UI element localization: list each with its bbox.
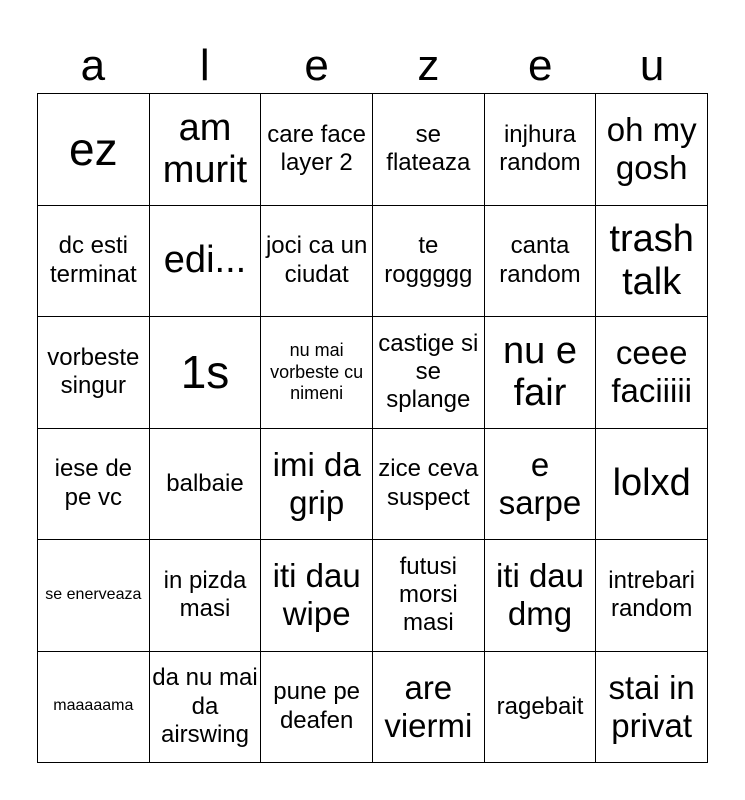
bingo-cell[interactable] (261, 652, 373, 764)
bingo-cell[interactable] (38, 317, 150, 429)
bingo-cell[interactable] (150, 540, 262, 652)
cell-text: futusi morsi masi (398, 552, 458, 637)
cell-text: te roggggg (384, 232, 473, 288)
cell-text: edi... (163, 239, 247, 282)
cell-text: vorbeste singur (47, 343, 140, 400)
bingo-cell[interactable] (261, 206, 373, 318)
bingo-cell[interactable] (38, 206, 150, 318)
cell-text: iti dau dmg (495, 557, 585, 633)
bingo-cell[interactable] (596, 317, 708, 429)
bingo-cell[interactable] (261, 317, 373, 429)
bingo-cell[interactable] (485, 317, 597, 429)
bingo-cell[interactable] (150, 206, 262, 318)
cell-text: oh my gosh (606, 111, 697, 187)
bingo-cell[interactable] (373, 94, 485, 206)
bingo-cell[interactable] (485, 540, 597, 652)
cell-text: balbaie (166, 469, 244, 497)
bingo-cell[interactable] (373, 652, 485, 764)
cell-text: are viermi (384, 668, 473, 744)
bingo-cell[interactable] (485, 652, 597, 764)
cell-text: nu e fair (503, 329, 577, 415)
cell-text: maaaaama (53, 697, 134, 715)
bingo-cell[interactable] (485, 206, 597, 318)
bingo-board (37, 93, 708, 763)
cell-text: am murit (162, 106, 248, 192)
bingo-cell[interactable] (261, 94, 373, 206)
cell-text: da nu mai da airswing (152, 664, 258, 748)
cell-text: castige si se splange (378, 329, 479, 414)
cell-text: trash talk (609, 218, 694, 303)
cell-text: lolxd (612, 462, 691, 505)
header-letter: a (80, 41, 106, 90)
bingo-cell[interactable] (485, 94, 597, 206)
cell-text: dc esti terminat (49, 232, 137, 288)
cell-text: iese de pe vc (54, 455, 133, 511)
bingo-cell[interactable] (150, 652, 262, 764)
cell-text: ceee faciiiii (611, 334, 692, 410)
cell-text: ragebait (496, 692, 584, 720)
cell-text: e sarpe (498, 445, 582, 521)
cell-text: injhura random (499, 120, 581, 177)
cell-text: joci ca un ciudat (265, 232, 368, 288)
cell-text: ez (69, 123, 118, 176)
bingo-cell[interactable] (373, 540, 485, 652)
cell-text: canta random (499, 232, 581, 288)
header-letter: l (199, 41, 210, 90)
header-letter: z (417, 41, 440, 90)
bingo-cell[interactable] (38, 652, 150, 764)
bingo-cell[interactable] (38, 540, 150, 652)
bingo-cell[interactable] (150, 94, 262, 206)
cell-text: pune pe deafen (273, 678, 361, 734)
header-letter: e (304, 41, 329, 90)
cell-text: se flateaza (386, 120, 471, 177)
bingo-cell[interactable] (596, 94, 708, 206)
bingo-cell[interactable] (373, 317, 485, 429)
header-letter: e (527, 41, 553, 90)
cell-text: intrebari random (608, 566, 696, 623)
bingo-cell[interactable] (261, 540, 373, 652)
bingo-cell[interactable] (596, 206, 708, 318)
bingo-cell[interactable] (373, 429, 485, 541)
cell-text: stai in privat (608, 668, 695, 744)
bingo-cell[interactable] (38, 429, 150, 541)
cell-text: zice ceva suspect (378, 455, 479, 511)
bingo-cell[interactable] (596, 429, 708, 541)
cell-text: in pizda masi (163, 566, 247, 623)
cell-text: care face layer 2 (267, 120, 367, 177)
cell-text: 1s (180, 346, 230, 399)
header-letter: u (639, 41, 665, 90)
bingo-cell[interactable] (596, 540, 708, 652)
bingo-cell[interactable] (38, 94, 150, 206)
bingo-cell[interactable] (485, 429, 597, 541)
bingo-cell[interactable] (373, 206, 485, 318)
bingo-header (37, 38, 708, 94)
cell-text: imi da grip (272, 445, 361, 521)
bingo-cell[interactable] (150, 317, 262, 429)
bingo-cell[interactable] (150, 429, 262, 541)
cell-text: nu mai vorbeste cu nimeni (270, 340, 364, 403)
cell-text: iti dau wipe (272, 557, 361, 633)
cell-text: se enerveaza (45, 585, 142, 603)
bingo-cell[interactable] (261, 429, 373, 541)
bingo-cell[interactable] (596, 652, 708, 764)
